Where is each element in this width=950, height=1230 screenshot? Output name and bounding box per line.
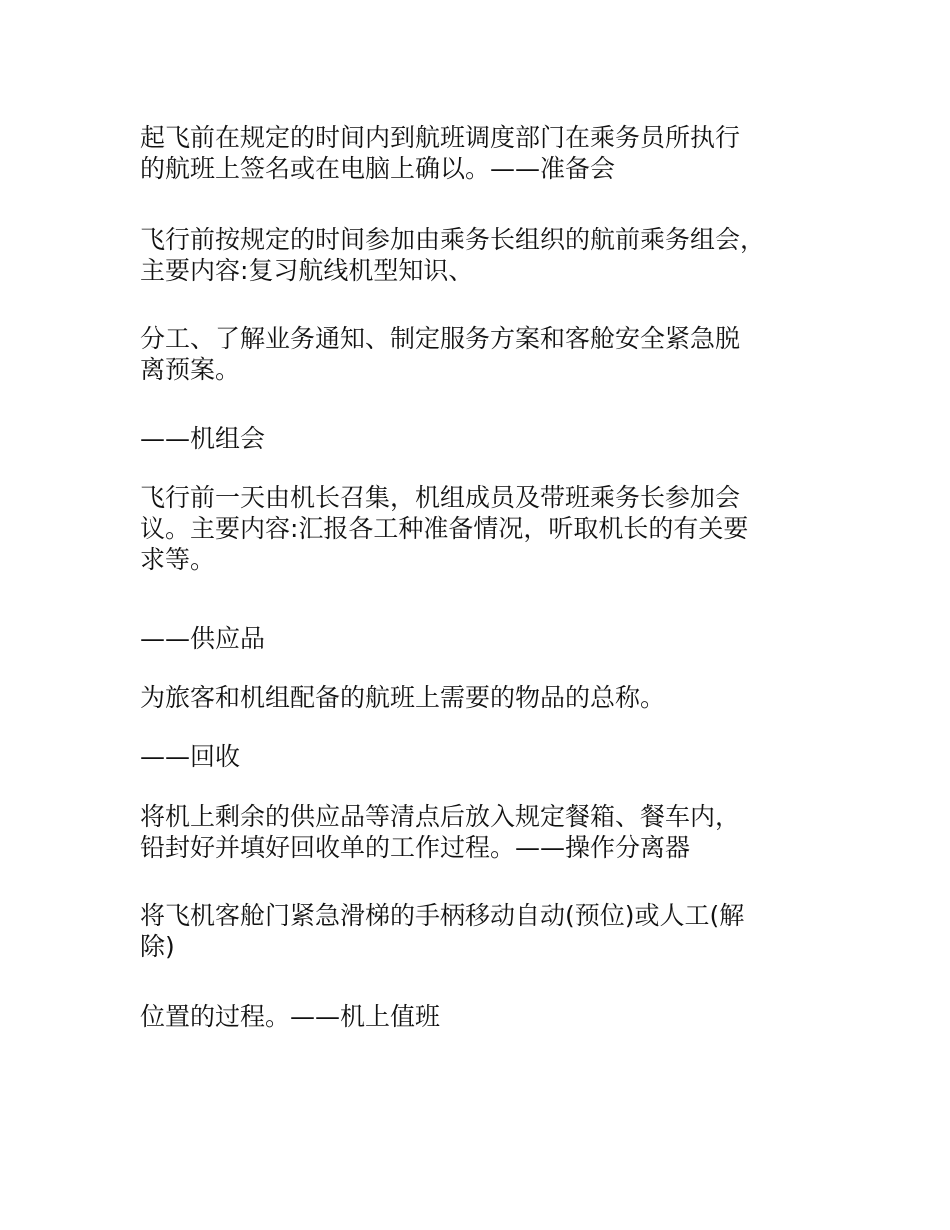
paragraph-line: ——回收 xyxy=(140,742,241,771)
paragraph-line: 议。主要内容:汇报各工种准备情况，听取机长的有关要 xyxy=(140,514,749,543)
paragraph-4 xyxy=(140,423,820,454)
paragraph-6 xyxy=(140,623,820,654)
paragraph-8 xyxy=(140,741,820,772)
paragraph-line: 求等。 xyxy=(140,545,216,574)
paragraph-line: 位置的过程。——机上值班 xyxy=(140,1002,441,1031)
paragraph-3 xyxy=(140,323,820,385)
paragraph-line: 起飞前在规定的时间内到航班调度部门在乘务员所执行 xyxy=(140,123,741,152)
paragraph-line: 将机上剩余的供应品等清点后放入规定餐箱、餐车内， xyxy=(140,802,741,831)
paragraph-line: ——供应品 xyxy=(140,624,266,653)
paragraph-line: 分工、了解业务通知、制定服务方案和客舱安全紧急脱 xyxy=(140,324,741,353)
paragraph-5 xyxy=(140,482,820,575)
paragraph-line: 铅封好并填好回收单的工作过程。——操作分离器 xyxy=(140,833,691,862)
paragraph-line: 除) xyxy=(140,932,175,961)
paragraph-line: 飞行前按规定的时间参加由乘务长组织的航前乘务组会， xyxy=(140,225,766,254)
paragraph-11 xyxy=(140,1001,820,1032)
paragraph-7 xyxy=(140,682,820,713)
paragraph-line: 将飞机客舱门紧急滑梯的手柄移动自动(预位)或人工(解 xyxy=(140,901,745,930)
paragraph-line: 主要内容:复习航线机型知识、 xyxy=(140,256,474,285)
paragraph-line: 为旅客和机组配备的航班上需要的物品的总称。 xyxy=(140,683,666,712)
paragraph-9 xyxy=(140,801,820,863)
paragraph-1 xyxy=(140,122,820,184)
paragraph-line: 的航班上签名或在电脑上确以。——准备会 xyxy=(140,154,616,183)
paragraph-2 xyxy=(140,224,820,286)
paragraph-10 xyxy=(140,900,820,962)
paragraph-line: 离预案。 xyxy=(140,355,241,384)
paragraph-line: ——机组会 xyxy=(140,424,266,453)
paragraph-line: 飞行前一天由机长召集，机组成员及带班乘务长参加会 xyxy=(140,483,741,512)
